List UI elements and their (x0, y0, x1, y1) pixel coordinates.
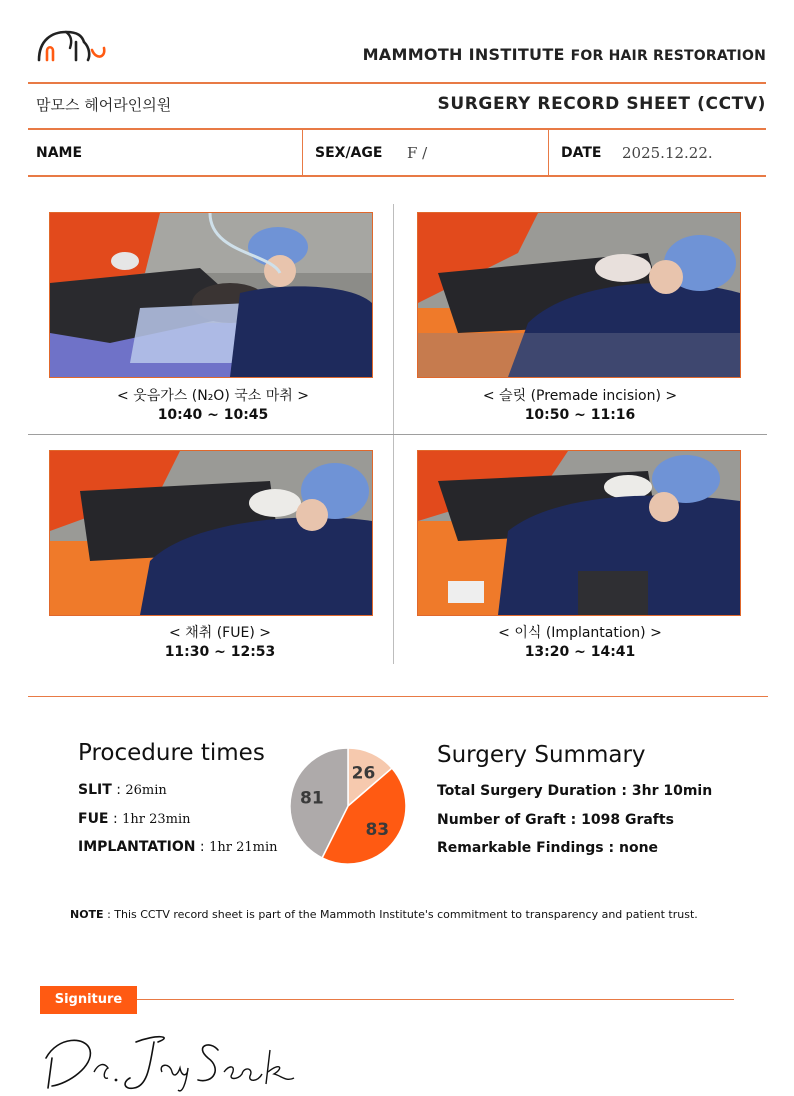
summary-graft-count: Number of Graft : 1098 Grafts (437, 812, 674, 828)
mammoth-logo-icon (36, 26, 108, 68)
date-label: DATE (561, 145, 602, 161)
cctv-photo-slit (417, 212, 741, 378)
transparency-note: NOTE : This CCTV record sheet is part of the Mammoth Institute's commitment to transparency and patient trust. (70, 908, 698, 921)
sheet-title: SURGERY RECORD SHEET (CCTV) (437, 94, 766, 114)
procedure-times-pie-chart (287, 745, 409, 867)
photo-caption-anesthesia: < 웃음가스 (N₂O) 국소 마취 > 10:40 ~ 10:45 (117, 388, 309, 423)
handwritten-signature (38, 1028, 298, 1094)
fields-top-rule (28, 128, 766, 130)
summary-total-duration: Total Surgery Duration : 3hr 10min (437, 783, 713, 799)
procedure-item-fue: FUE : 1hr 23min (78, 811, 191, 827)
pie-label-fue: 83 (365, 819, 390, 840)
signature-rule (137, 999, 734, 1000)
grid-horizontal-divider (28, 434, 767, 435)
cctv-photo-fue (49, 450, 373, 616)
cctv-photo-implantation (417, 450, 741, 616)
pie-label-slit: 26 (351, 763, 376, 784)
clinic-korean-name: 맘모스 헤어라인의원 (36, 96, 172, 114)
sex-age-value: F / (407, 144, 428, 162)
field-divider (302, 129, 303, 175)
date-value: 2025.12.22. (622, 144, 713, 162)
procedure-times-title: Procedure times (78, 740, 265, 766)
fields-bottom-rule (28, 175, 766, 177)
pie-label-implantation: 81 (300, 788, 324, 809)
procedure-item-slit: SLIT : 26min (78, 782, 167, 798)
name-label: NAME (36, 145, 83, 161)
photo-caption-slit: < 슬릿 (Premade incision) > 10:50 ~ 11:16 (482, 388, 678, 423)
photo-caption-fue: < 채취 (FUE) > 11:30 ~ 12:53 (164, 625, 276, 660)
institute-name: MAMMOTH INSTITUTE FOR HAIR RESTORATION (362, 45, 766, 64)
surgery-summary-title: Surgery Summary (437, 742, 646, 768)
summary-remarkable-findings: Remarkable Findings : none (437, 840, 659, 856)
signature-label: Signiture (40, 986, 137, 1014)
header-rule (28, 82, 766, 84)
section-rule (28, 696, 768, 697)
photo-caption-implantation: < 이식 (Implantation) > 13:20 ~ 14:41 (498, 625, 662, 660)
cctv-photo-anesthesia (49, 212, 373, 378)
procedure-item-implantation: IMPLANTATION : 1hr 21min (78, 839, 278, 855)
sex-age-label: SEX/AGE (315, 145, 383, 161)
field-divider (548, 129, 549, 175)
